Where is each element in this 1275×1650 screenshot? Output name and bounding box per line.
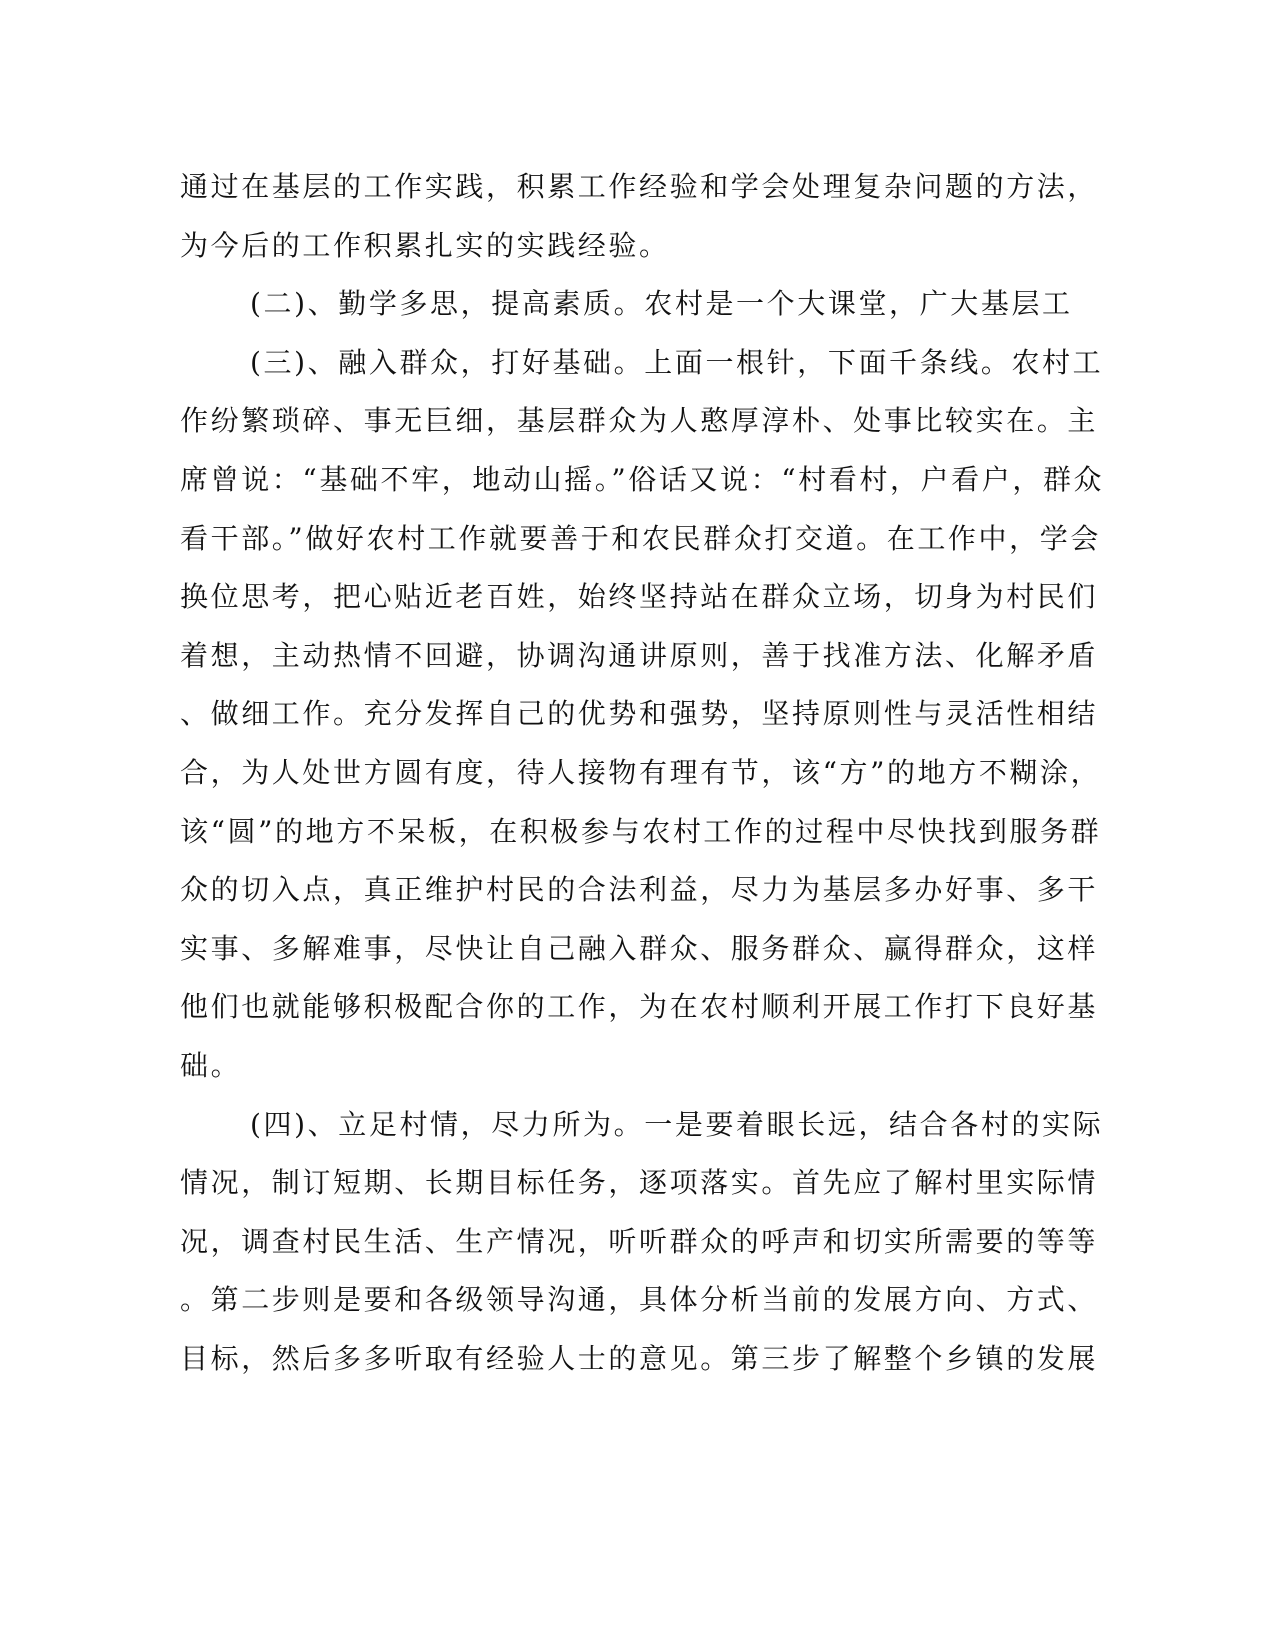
text-line: 况，调查村民生活、生产情况，听听群众的呼声和切实所需要的等等 <box>180 1224 1099 1258</box>
section-heading-line: (三)、融入群众，打好基础。上面一根针，下面千条线。农村工 <box>250 345 1104 379</box>
text-line: 通过在基层的工作实践，积累工作经验和学会处理复杂问题的方法， <box>180 170 1099 203</box>
text-line: 为今后的工作积累扎实的实践经验。 <box>180 228 670 262</box>
text-line: 合，为人处世方圆有度，待人接物有理有节，该“方”的地方不糊涂， <box>180 755 1102 789</box>
text-line: 席曾说：“基础不牢，地动山摇。”俗话又说：“村看村，户看户，群众 <box>180 462 1105 496</box>
text-line: 目标，然后多多听取有经验人士的意见。第三步了解整个乡镇的发展 <box>180 1341 1099 1375</box>
text-line: 他们也就能够积极配合你的工作，为在农村顺利开展工作打下良好基 <box>180 990 1099 1024</box>
text-line: 众的切入点，真正维护村民的合法利益，尽力为基层多办好事、多干 <box>180 873 1099 907</box>
text-line: 实事、多解难事，尽快让自己融入群众、服务群众、赢得群众，这样 <box>180 931 1099 965</box>
text-line: 该“圆”的地方不呆板，在积极参与农村工作的过程中尽快找到服务群 <box>180 814 1102 848</box>
text-line: 着想，主动热情不回避，协调沟通讲原则，善于找准方法、化解矛盾 <box>180 638 1099 672</box>
text-line: 作纷繁琐碎、事无巨细，基层群众为人憨厚淳朴、处事比较实在。主 <box>180 404 1099 438</box>
text-line: 换位思考，把心贴近老百姓，始终坚持站在群众立场，切身为村民们 <box>180 580 1099 614</box>
document-body <box>180 158 1105 1388</box>
text-line: 础。 <box>180 1048 242 1082</box>
text-line: 情况，制订短期、长期目标任务，逐项落实。首先应了解村里实际情 <box>180 1166 1099 1200</box>
text-line: 、做细工作。充分发挥自己的优势和强势，坚持原则性与灵活性相结 <box>180 697 1099 731</box>
section-heading-line: (二)、勤学多思，提高素质。农村是一个大课堂，广大基层工 <box>250 287 1073 321</box>
section-heading-line: (四)、立足村情，尽力所为。一是要着眼长远，结合各村的实际 <box>250 1107 1104 1141</box>
text-line: 。第二步则是要和各级领导沟通，具体分析当前的发展方向、方式、 <box>180 1283 1099 1317</box>
text-line: 看干部。”做好农村工作就要善于和农民群众打交道。在工作中，学会 <box>180 521 1101 555</box>
